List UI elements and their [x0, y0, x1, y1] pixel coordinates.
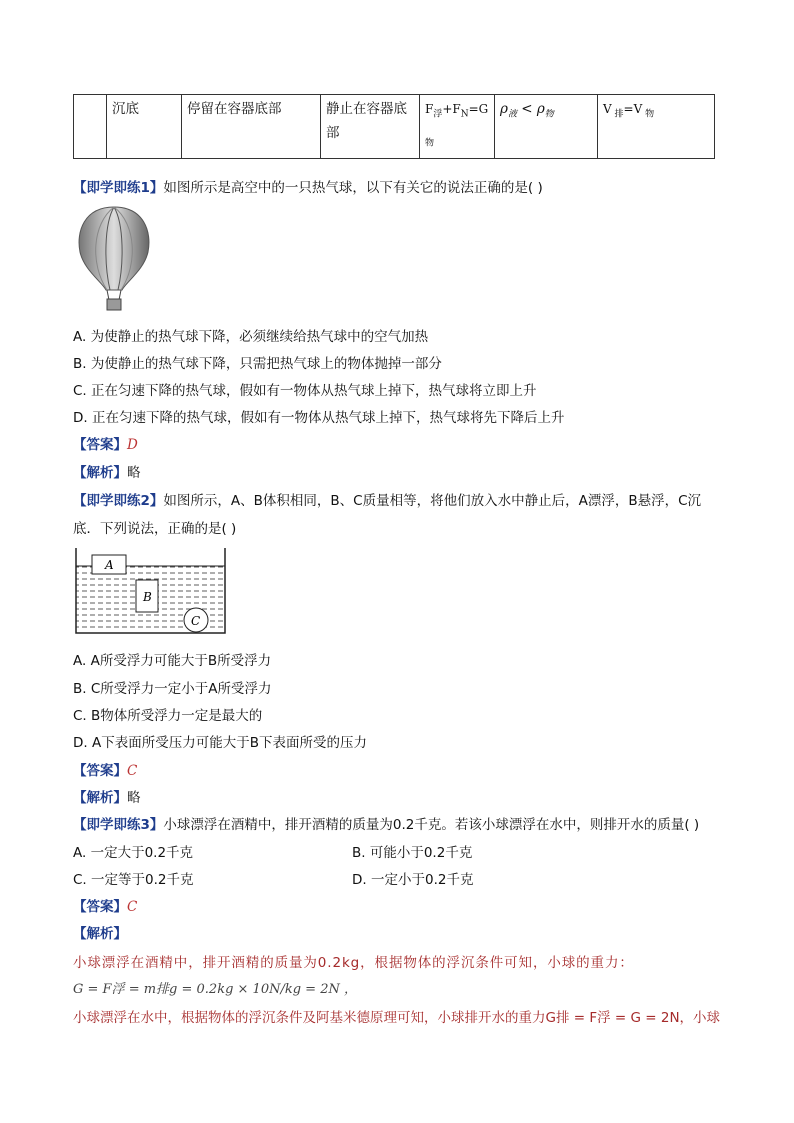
q1-stem [73, 176, 543, 196]
q2-answer [73, 759, 137, 779]
table-cell-force: $F_浮+F_N=G$ $_物$ [420, 95, 495, 159]
q3-option-c: C. 一定等于0.2千克 [73, 872, 194, 888]
q2-stem-line2: 底．下列说法，正确的是( ) [73, 521, 237, 537]
q1-answer-value: D [127, 437, 138, 453]
q2-stem-text: 如图所示，A、B体积相同，B、C质量相等，将他们放入水中静止后，A漂浮，B悬浮，C沉 [163, 493, 702, 509]
container-diagram [74, 546, 230, 636]
q3-option-a: A. 一定大于0.2千克 [73, 845, 194, 861]
q2-option-d: D. A下表面所受压力可能大于B下表面所受的压力 [73, 735, 367, 751]
q2-stem-line1 [73, 489, 701, 509]
q1-option-d: D. 正在匀速下降的热气球，假如有一物体从热气球上掉下，热气球将先下降后上升 [73, 410, 565, 426]
q1-answer [73, 433, 138, 453]
table-row [74, 95, 715, 159]
q2-option-a: A. A所受浮力可能大于B所受浮力 [73, 653, 272, 669]
q3-stem-text: 小球漂浮在酒精中，排开酒精的质量为0.2千克。若该小球漂浮在水中，则排开水的质量( ) [163, 817, 700, 833]
q1-analysis-text: 略 [127, 465, 141, 481]
q1-option-b: B. 为使静止的热气球下降，只需把热气球上的物体抛掉一部分 [73, 356, 442, 372]
table-cell-state: 沉底 [107, 95, 182, 159]
q3-tag: 【即学即练3】 [73, 817, 164, 833]
label-c: C [191, 614, 201, 628]
q1-option-c: C. 正在匀速下降的热气球，假如有一物体从热气球上掉下，热气球将立即上升 [73, 383, 537, 399]
q2-tag: 【即学即练2】 [73, 493, 164, 509]
table-cell-volume: V $_排$=V $_物$ [598, 95, 715, 159]
q3-analysis-line3: 小球漂浮在水中，根据物体的浮沉条件及阿基米德原理可知，小球排开水的重力G排 = F浮 = G = 2N，小球 [73, 1010, 721, 1026]
q3-analysis-line1: 小球漂浮在酒精中，排开酒精的质量为0.2kg，根据物体的浮沉条件可知，小球的重力： [73, 955, 634, 971]
q3-option-d: D. 一定小于0.2千克 [352, 872, 474, 888]
table-cell-description: 停留在容器底部 [182, 95, 321, 159]
q1-tag: 【即学即练1】 [73, 180, 164, 196]
q1-answer-label: 【答案】 [73, 437, 127, 453]
q2-analysis-label: 【解析】 [73, 790, 127, 806]
q3-answer-label: 【答案】 [73, 899, 127, 915]
q2-analysis-text: 略 [127, 790, 141, 806]
q2-answer-label: 【答案】 [73, 763, 127, 779]
table-cell-density: $\rho_液 < \rho_物$ [495, 95, 598, 159]
q1-analysis [73, 461, 141, 481]
q3-answer-value: C [127, 899, 138, 915]
buoyancy-table [73, 94, 715, 159]
label-a: A [105, 558, 114, 572]
q2-option-c: C. B物体所受浮力一定是最大的 [73, 708, 263, 724]
hot-air-balloon-image [74, 204, 154, 312]
table-cell-result: 静止在容器底部 [321, 95, 420, 159]
label-b: B [143, 590, 152, 604]
q3-analysis-line2: G = F浮 = m排g = 0.2kg × 10N/kg = 2N ， [73, 982, 357, 997]
q3-answer [73, 895, 137, 915]
q1-analysis-label: 【解析】 [73, 465, 127, 481]
table-cell-empty [74, 95, 107, 159]
q2-option-b: B. C所受浮力一定小于A所受浮力 [73, 681, 272, 697]
q3-option-b: B. 可能小于0.2千克 [352, 845, 473, 861]
q2-analysis [73, 786, 141, 806]
q1-option-a: A. 为使静止的热气球下降，必须继续给热气球中的空气加热 [73, 329, 429, 345]
q3-analysis-label: 【解析】 [73, 926, 127, 942]
q3-stem [73, 813, 699, 833]
q1-stem-text: 如图所示是高空中的一只热气球，以下有关它的说法正确的是( ) [163, 180, 543, 196]
q3-analysis-label-line [73, 922, 127, 942]
q2-answer-value: C [127, 763, 138, 779]
